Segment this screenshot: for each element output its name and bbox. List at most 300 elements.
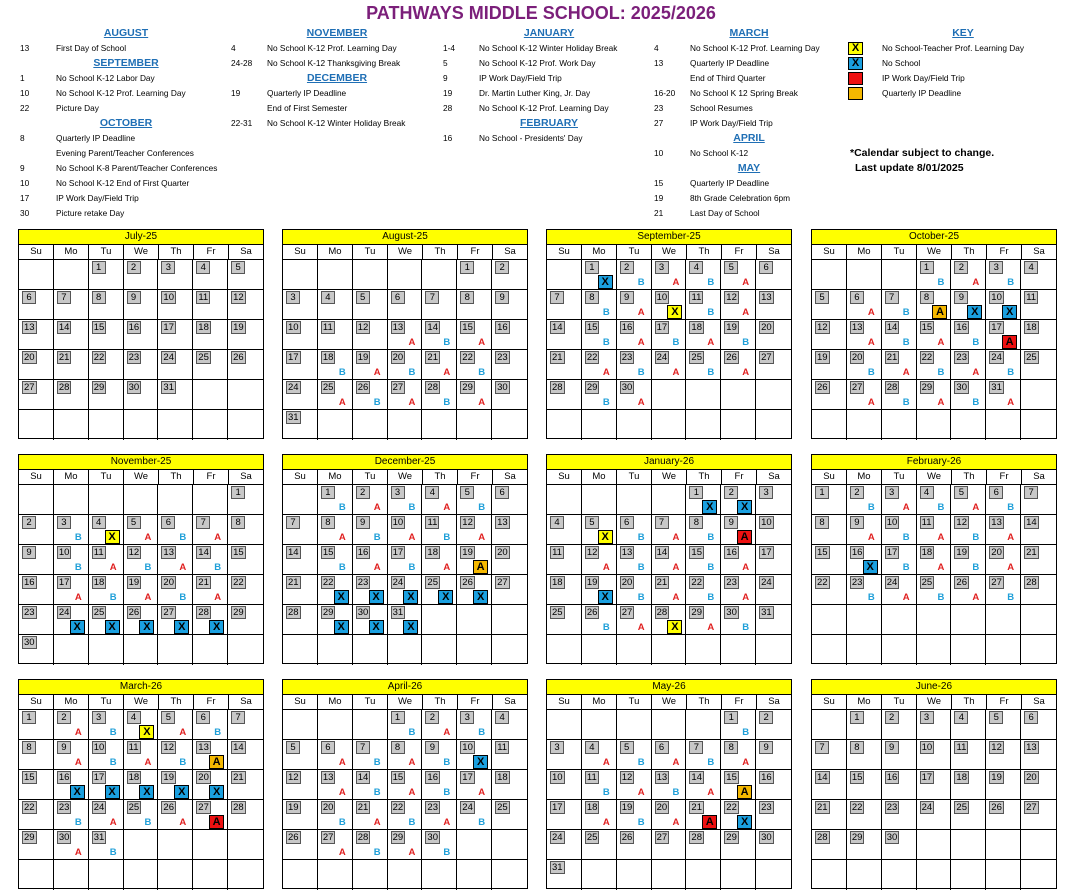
day-number: 25 <box>586 832 598 843</box>
day-cell <box>54 290 89 320</box>
event-text: No School - Presidents' Day <box>479 133 583 143</box>
day-type-label: B <box>972 562 980 573</box>
day-cell <box>686 740 721 770</box>
day-number: 18 <box>956 772 967 783</box>
weekday-label: Mo <box>318 695 353 709</box>
day-cell <box>89 515 124 545</box>
day-type-label: A <box>408 532 416 543</box>
event-text: No School K-12 Prof. Learning Day <box>479 103 609 113</box>
day-cell <box>986 575 1021 605</box>
day-cell <box>756 380 791 410</box>
day-type-label: B <box>179 757 187 768</box>
weekday-label: Tu <box>89 470 124 484</box>
day-cell <box>812 575 847 605</box>
month-days <box>283 710 527 890</box>
day-cell <box>422 635 457 665</box>
day-cell <box>158 515 193 545</box>
day-number: 17 <box>886 547 898 558</box>
day-cell <box>812 545 847 575</box>
day-number: 9 <box>850 516 864 529</box>
day-type-label: A <box>637 622 645 633</box>
day-cell <box>54 605 89 635</box>
event-text: No School K-12 Prof. Learning Day <box>56 88 186 98</box>
day-cell <box>1021 740 1056 770</box>
day-type-label: B <box>1007 367 1015 378</box>
day-type-label: A <box>972 367 980 378</box>
day-number: 6 <box>655 741 669 754</box>
day-number: 10 <box>58 547 70 558</box>
day-cell <box>228 830 263 860</box>
day-type-label: A <box>408 847 416 858</box>
day-number: 27 <box>851 382 863 393</box>
day-cell <box>686 350 721 380</box>
day-cell <box>353 800 388 830</box>
day-number: 8 <box>321 516 335 529</box>
day-number: 3 <box>655 261 669 274</box>
day-number: 16 <box>24 577 35 588</box>
day-cell <box>951 320 986 350</box>
day-cell <box>582 710 617 740</box>
day-number: 31 <box>288 412 299 423</box>
day-number: 12 <box>128 547 140 558</box>
day-cell <box>721 740 756 770</box>
day-cell <box>951 710 986 740</box>
day-type-label: B <box>867 502 875 513</box>
day-type-label: B <box>902 337 910 348</box>
day-number: 30 <box>128 382 140 393</box>
day-cell <box>847 860 882 890</box>
ip-work-day-icon: A <box>737 530 752 544</box>
day-cell <box>422 770 457 800</box>
event-date: 8 <box>20 133 25 143</box>
day-cell <box>986 635 1021 665</box>
day-cell <box>124 380 159 410</box>
month-calendar <box>282 454 528 664</box>
day-cell <box>652 860 687 890</box>
day-cell <box>283 545 318 575</box>
day-number: 19 <box>817 352 828 363</box>
no-school-icon: X <box>737 815 752 829</box>
day-type-label: B <box>602 307 610 318</box>
day-type-label: B <box>214 727 222 738</box>
day-number: 2 <box>22 516 36 529</box>
weekday-label: Mo <box>847 245 882 259</box>
day-type-label: B <box>443 397 451 408</box>
month-title: February-26 <box>812 455 1056 470</box>
weekday-label: Su <box>283 245 318 259</box>
day-type-label: B <box>144 562 152 573</box>
day-cell <box>582 485 617 515</box>
day-cell <box>1021 380 1056 410</box>
day-number: 2 <box>356 486 370 499</box>
day-cell <box>986 350 1021 380</box>
day-cell <box>882 260 917 290</box>
day-number: 2 <box>954 261 968 274</box>
month-title: July-25 <box>19 230 263 245</box>
day-cell <box>756 740 791 770</box>
day-cell <box>756 635 791 665</box>
day-cell <box>582 605 617 635</box>
day-type-label: A <box>478 532 486 543</box>
day-cell <box>193 770 228 800</box>
day-cell <box>917 710 952 740</box>
day-cell <box>812 770 847 800</box>
day-cell <box>617 515 652 545</box>
day-type-label: B <box>478 367 486 378</box>
day-number: 24 <box>93 802 105 813</box>
day-cell <box>1021 860 1056 890</box>
day-cell <box>582 860 617 890</box>
weekday-label: Tu <box>353 245 388 259</box>
day-number: 8 <box>850 741 864 754</box>
day-number: 18 <box>128 772 140 783</box>
day-cell <box>124 605 159 635</box>
day-number: 24 <box>288 382 299 393</box>
day-cell <box>951 860 986 890</box>
day-type-label: B <box>443 787 451 798</box>
day-number: 7 <box>286 516 300 529</box>
day-type-label: A <box>672 757 680 768</box>
no-school-icon: X <box>209 785 224 799</box>
event-date: 10 <box>654 148 664 158</box>
day-type-label: B <box>109 727 117 738</box>
day-cell <box>917 410 952 440</box>
day-cell <box>318 830 353 860</box>
day-cell <box>756 605 791 635</box>
day-number: 1 <box>321 486 335 499</box>
day-number: 3 <box>286 291 300 304</box>
day-type-label: B <box>742 337 750 348</box>
event-date: 5 <box>443 58 448 68</box>
weekday-label: Fr <box>458 245 493 259</box>
day-type-label: B <box>74 532 82 543</box>
day-cell <box>318 320 353 350</box>
day-cell <box>547 515 582 545</box>
event-text: Quarterly IP Deadline <box>267 88 347 98</box>
day-cell <box>124 290 159 320</box>
day-cell <box>283 320 318 350</box>
day-number: 13 <box>656 772 668 783</box>
day-type-label: B <box>408 727 416 738</box>
day-cell <box>318 260 353 290</box>
day-cell <box>158 545 193 575</box>
day-number: 11 <box>92 546 106 559</box>
weekday-label: Th <box>952 695 987 709</box>
day-cell <box>228 260 263 290</box>
day-number: 6 <box>321 741 335 754</box>
day-cell <box>283 830 318 860</box>
weekday-label: Fr <box>987 470 1022 484</box>
day-cell <box>582 740 617 770</box>
day-type-label: A <box>672 562 680 573</box>
day-cell <box>457 830 492 860</box>
day-type-label: A <box>867 337 875 348</box>
day-cell <box>353 290 388 320</box>
day-type-label: A <box>637 397 645 408</box>
day-cell <box>353 515 388 545</box>
day-type-label: B <box>637 817 645 828</box>
weekday-label: Tu <box>353 470 388 484</box>
day-cell <box>89 575 124 605</box>
ip-deadline-icon: A <box>209 755 224 769</box>
day-number: 17 <box>93 772 105 783</box>
day-type-label: A <box>637 787 645 798</box>
day-cell <box>686 260 721 290</box>
day-number: 6 <box>495 486 509 499</box>
day-type-label: B <box>902 562 910 573</box>
day-number: 9 <box>724 516 738 529</box>
day-type-label: B <box>707 562 715 573</box>
day-type-label: B <box>637 277 645 288</box>
day-cell <box>89 320 124 350</box>
day-number: 15 <box>586 322 598 333</box>
no-school-icon: X <box>967 305 982 319</box>
day-number: 7 <box>425 291 439 304</box>
day-cell <box>847 545 882 575</box>
day-cell <box>847 710 882 740</box>
day-cell <box>193 605 228 635</box>
day-number: 2 <box>57 711 71 724</box>
day-cell <box>318 860 353 890</box>
day-cell <box>54 515 89 545</box>
day-cell <box>422 290 457 320</box>
day-cell <box>547 710 582 740</box>
day-cell <box>917 350 952 380</box>
day-number: 28 <box>357 832 369 843</box>
day-cell <box>388 485 423 515</box>
day-cell <box>89 740 124 770</box>
key-item <box>848 41 1078 56</box>
day-number: 6 <box>989 486 1003 499</box>
day-cell <box>158 740 193 770</box>
day-cell <box>318 485 353 515</box>
day-number: 10 <box>288 322 299 333</box>
note-line: Last update 8/01/2025 <box>855 162 964 174</box>
day-number: 27 <box>24 382 35 393</box>
day-type-label: B <box>109 847 117 858</box>
day-number: 13 <box>163 547 174 558</box>
day-cell <box>19 485 54 515</box>
event-row <box>443 41 655 56</box>
day-cell <box>812 740 847 770</box>
day-number: 21 <box>427 352 438 363</box>
day-cell <box>422 380 457 410</box>
day-number: 13 <box>991 517 1002 528</box>
day-number: 4 <box>954 711 968 724</box>
no-school-teacher-icon: X <box>667 305 682 319</box>
day-cell <box>917 485 952 515</box>
day-number: 6 <box>196 711 210 724</box>
day-cell <box>756 485 791 515</box>
event-date <box>654 71 690 86</box>
day-type-label: B <box>478 727 486 738</box>
day-type-label: B <box>478 817 486 828</box>
day-type-label: A <box>742 757 750 768</box>
day-cell <box>721 710 756 740</box>
day-number: 24 <box>886 577 898 588</box>
month-title: March-26 <box>19 680 263 695</box>
day-type-label: A <box>672 592 680 603</box>
day-cell <box>652 605 687 635</box>
day-number: 6 <box>850 291 864 304</box>
day-number: 10 <box>462 742 473 753</box>
event-row <box>443 86 655 101</box>
day-cell <box>882 515 917 545</box>
day-type-label: B <box>672 337 680 348</box>
day-cell <box>812 320 847 350</box>
day-cell <box>19 740 54 770</box>
day-cell <box>582 290 617 320</box>
key-label: Quarterly IP Deadline <box>882 88 962 98</box>
day-number: 30 <box>886 832 898 843</box>
weekday-header <box>547 695 791 710</box>
day-type-label: B <box>109 592 117 603</box>
day-number: 9 <box>127 291 141 304</box>
month-title: January-26 <box>547 455 791 470</box>
day-number: 13 <box>392 322 404 333</box>
day-number: 17 <box>58 577 70 588</box>
day-number: 28 <box>233 802 244 813</box>
event-row <box>20 41 232 56</box>
day-cell <box>422 260 457 290</box>
day-cell <box>457 710 492 740</box>
day-type-label: B <box>443 757 451 768</box>
event-date: 23 <box>654 103 664 113</box>
no-school-icon: X <box>598 275 613 289</box>
day-type-label: A <box>742 367 750 378</box>
day-cell <box>582 320 617 350</box>
day-number: 23 <box>726 577 737 588</box>
day-cell <box>847 350 882 380</box>
day-cell <box>721 380 756 410</box>
day-number: 4 <box>196 261 210 274</box>
day-number: 30 <box>621 382 633 393</box>
day-cell <box>228 605 263 635</box>
day-number: 14 <box>288 547 299 558</box>
day-cell <box>847 380 882 410</box>
day-cell <box>388 260 423 290</box>
day-type-label: B <box>707 277 715 288</box>
day-type-label: A <box>1007 562 1015 573</box>
day-cell <box>193 710 228 740</box>
month-title: April-26 <box>283 680 527 695</box>
day-number: 22 <box>726 802 737 813</box>
day-cell <box>1021 710 1056 740</box>
day-number: 19 <box>233 322 244 333</box>
day-number: 5 <box>585 516 599 529</box>
day-type-label: B <box>1007 277 1015 288</box>
no-school-icon: X <box>863 560 878 574</box>
day-cell <box>54 800 89 830</box>
day-number: 23 <box>956 352 967 363</box>
day-type-label: A <box>742 307 750 318</box>
day-type-label: A <box>144 592 152 603</box>
day-cell <box>193 515 228 545</box>
day-cell <box>228 320 263 350</box>
day-type-label: A <box>443 727 451 738</box>
key-swatch <box>848 72 863 85</box>
day-cell <box>812 410 847 440</box>
day-cell <box>422 710 457 740</box>
day-cell <box>582 350 617 380</box>
day-cell <box>882 545 917 575</box>
event-row <box>443 71 655 86</box>
day-cell <box>19 410 54 440</box>
month-calendar <box>282 229 528 439</box>
key-label: No School <box>882 58 921 68</box>
day-cell <box>756 860 791 890</box>
day-number: 27 <box>1026 802 1037 813</box>
events-column <box>654 26 844 221</box>
day-cell <box>686 545 721 575</box>
day-number: 4 <box>550 516 564 529</box>
day-number: 15 <box>921 322 933 333</box>
x-icon: X <box>851 57 860 69</box>
day-cell <box>228 575 263 605</box>
key-item <box>848 56 1078 71</box>
day-cell <box>388 605 423 635</box>
day-number: 22 <box>322 577 334 588</box>
day-cell <box>124 740 159 770</box>
day-number: 21 <box>656 577 668 588</box>
day-number: 1 <box>815 486 829 499</box>
day-number: 22 <box>24 802 35 813</box>
day-number: 11 <box>1024 291 1038 304</box>
day-cell <box>882 770 917 800</box>
day-cell <box>422 350 457 380</box>
day-cell <box>721 260 756 290</box>
day-number: 1 <box>391 711 405 724</box>
day-number: 17 <box>552 802 563 813</box>
day-number: 29 <box>726 832 737 843</box>
day-number: 8 <box>689 516 703 529</box>
event-row <box>20 71 232 86</box>
day-type-label: A <box>373 817 381 828</box>
day-type-label: A <box>74 592 82 603</box>
day-number: 16 <box>851 547 863 558</box>
weekday-label: Su <box>19 245 54 259</box>
day-cell <box>228 290 263 320</box>
day-number: 19 <box>621 802 633 813</box>
day-cell <box>158 260 193 290</box>
day-cell <box>917 260 952 290</box>
day-type-label: A <box>443 817 451 828</box>
day-type-label: B <box>338 817 346 828</box>
day-cell <box>318 605 353 635</box>
day-cell <box>986 515 1021 545</box>
day-number: 21 <box>198 577 209 588</box>
day-cell <box>158 380 193 410</box>
day-number: 17 <box>462 772 473 783</box>
day-cell <box>1021 830 1056 860</box>
day-cell <box>422 410 457 440</box>
day-cell <box>353 410 388 440</box>
day-type-label: B <box>373 397 381 408</box>
day-number: 21 <box>288 577 299 588</box>
day-number: 13 <box>621 547 633 558</box>
weekday-header <box>547 470 791 485</box>
weekday-label: Su <box>283 695 318 709</box>
day-cell <box>124 770 159 800</box>
day-cell <box>457 575 492 605</box>
day-number: 7 <box>815 741 829 754</box>
day-cell <box>686 635 721 665</box>
day-type-label: B <box>408 367 416 378</box>
day-number: 25 <box>198 352 209 363</box>
day-number: 18 <box>198 322 209 333</box>
event-text: No School K-8 Parent/Teacher Conferences <box>56 163 218 173</box>
day-number: 8 <box>460 291 474 304</box>
